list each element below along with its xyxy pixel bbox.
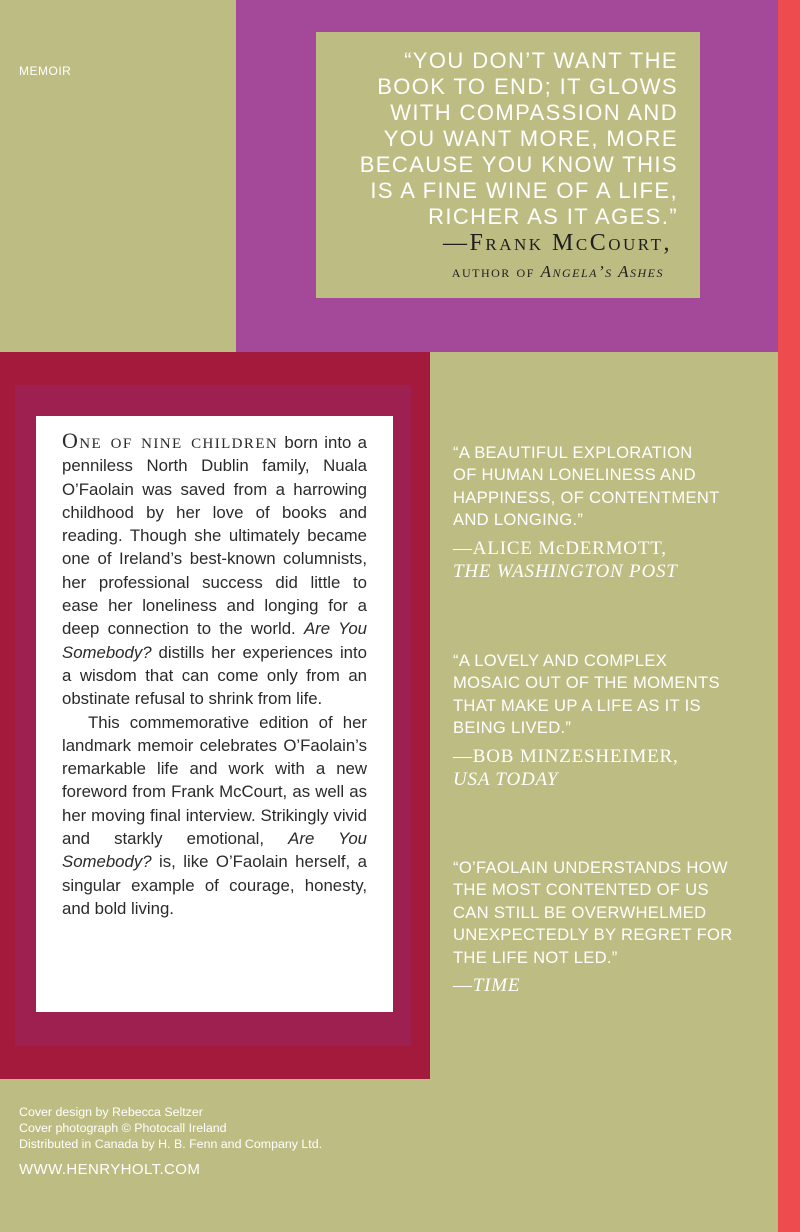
description-text: distills her experiences into a wisdom that can come only from an obstinate refusal to shrink from life.: [62, 642, 367, 709]
review-source-2: [453, 745, 773, 791]
description-paragraph-1: [62, 429, 367, 711]
review-line: OF HUMAN LONELINESS AND: [453, 465, 696, 485]
review-line: THE MOST CONTENTED OF US: [453, 880, 709, 900]
credit-line: Distributed in Canada by H. B. Fenn and Company Ltd.: [19, 1137, 323, 1151]
review-quote-1: [453, 442, 773, 532]
review-author: —ALICE McDERMOTT,: [453, 538, 667, 559]
review-publication: USA TODAY: [453, 769, 559, 790]
top-quote-attribution: —Frank McCourt,: [443, 230, 672, 256]
publisher-website: WWW.HENRYHOLT.COM: [19, 1161, 201, 1178]
description-paragraph-2: [62, 711, 367, 921]
review-line: THAT MAKE UP A LIFE AS IT IS: [453, 695, 701, 715]
attribution-prefix: author of: [451, 262, 535, 281]
review-line: “A LOVELY AND COMPLEX: [453, 651, 668, 670]
book-title: Are You Somebody?: [62, 829, 367, 872]
category-label: MEMOIR: [19, 64, 72, 78]
top-quote-line: RICHER AS IT AGES.”: [428, 204, 678, 229]
review-line: AND LONGING.”: [453, 510, 584, 530]
review-quote-3: [453, 857, 773, 969]
review-publication: TIME: [472, 975, 521, 996]
review-source-3: [453, 974, 773, 997]
review-quote-2: [453, 650, 773, 740]
top-quote-attribution-sub: [320, 262, 664, 282]
review-line: “O’FAOLAIN UNDERSTANDS HOW: [453, 858, 728, 877]
description-text: This commemorative edition of her landmark memoir celebrates O’Faolain’s remarkable life and work with a new foreword from Frank McCourt, as well as her moving final interview. Strikingly vivid and starkly emotional,: [62, 712, 367, 849]
review-line: THE LIFE NOT LED.”: [453, 947, 618, 967]
review-author: —: [453, 975, 473, 996]
book-title: Are You Somebody?: [62, 619, 368, 662]
review-line: CAN STILL BE OVERWHELMED: [453, 902, 707, 922]
top-quote-line: BECAUSE YOU KNOW THIS: [359, 152, 678, 177]
top-quote-line: WITH COMPASSION AND: [390, 100, 678, 125]
review-line: UNEXPECTEDLY BY REGRET FOR: [453, 925, 733, 945]
credit-line: Cover photograph © Photocall Ireland: [19, 1121, 227, 1135]
review-line: HAPPINESS, OF CONTENTMENT: [453, 487, 720, 507]
attribution-work-title: Angela’s Ashes: [540, 262, 664, 281]
description-lead: One of nine children: [62, 428, 279, 453]
review-author: —BOB MINZESHEIMER,: [453, 746, 679, 767]
description-text: born into a penniless North Dublin family, Nuala O’Faolain was saved from a harrowing childhood by her love of books and reading. Though she ultimately became one of Ireland’s best-known columnists, her professional success did little to ease her loneliness and longing for a deep connection to the world.: [62, 433, 367, 639]
review-line: BEING LIVED.”: [453, 718, 572, 738]
description-text: is, like O’Faolain herself, a singular example of courage, honesty, and bold living.: [62, 852, 367, 918]
review-source-1: [453, 537, 773, 583]
background-olive-top: [0, 0, 236, 352]
top-quote-line: BOOK TO END; IT GLOWS: [377, 74, 678, 99]
book-description: [62, 429, 367, 920]
review-line: “A BEAUTIFUL EXPLORATION: [453, 443, 693, 462]
spine-red-strip: [778, 0, 800, 1232]
top-quote-text: [330, 48, 678, 230]
review-line: MOSAIC OUT OF THE MOMENTS: [453, 673, 720, 693]
top-quote-line: YOU WANT MORE, MORE: [383, 126, 678, 151]
cover-credits: [19, 1104, 322, 1152]
top-quote-line: “YOU DON’T WANT THE: [404, 48, 678, 73]
review-publication: THE WASHINGTON POST: [453, 561, 678, 582]
credit-line: Cover design by Rebecca Seltzer: [19, 1105, 203, 1119]
top-quote-line: IS A FINE WINE OF A LIFE,: [370, 178, 678, 203]
